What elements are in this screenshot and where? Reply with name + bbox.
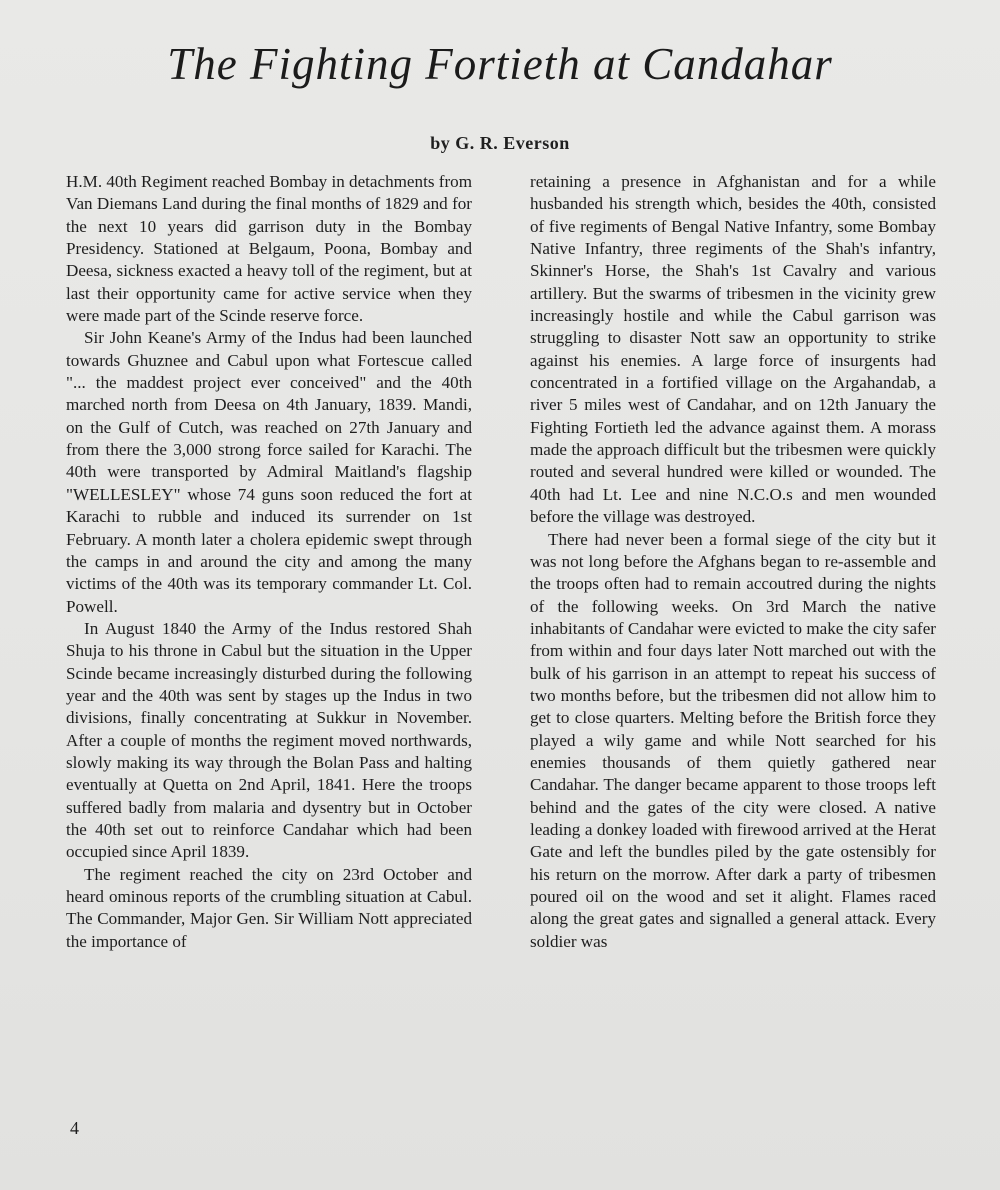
paragraph: In August 1840 the Army of the Indus restored Shah Shuja to his throne in Cabul but the situation in the Upper Scinde became increasingly disturbed during the following year and the 40th was sent by stages up the Indus in two divisions, finally concentrating at Sukkur in November. After a couple of months the regiment moved northwards, slowly making its way through the Bolan Pass and halting eventually at Quetta on 2nd April, 1841. Here the troops suffered badly from malaria and dysentry but in October the 40th set out to reinforce Candahar which had been occupied since April 1839. <box>66 618 472 862</box>
page-number: 4 <box>70 1118 79 1138</box>
paragraph: Sir John Keane's Army of the Indus had been launched towards Ghuznee and Cabul upon what Fortescue called "... the maddest project ever conceived" and the 40th marched north from Deesa on 4th January, 1839. Mandi, on the Gulf of Cutch, was reached on 27th January and from there the 3,000 strong force sailed for Karachi. The 40th were transported by Admiral Maitland's flagship "WELLESLEY" whose 74 guns soon reduced the fort at Karachi to rubble and induced its surrender on 1st February. A month later a cholera epidemic swept through the camps in and around the city and among the many victims of the 40th was its temporary commander Lt. Col. Powell. <box>66 328 472 616</box>
right-column <box>530 171 936 953</box>
article-title: The Fighting Fortieth at Candahar <box>167 39 833 89</box>
paragraph: H.M. 40th Regiment reached Bombay in detachments from Van Diemans Land during the final months of 1829 and for the next 10 years did garrison duty in the Bombay Presidency. Stationed at Belgaum, Poona, Bombay and Deesa, sickness exacted a heavy toll of the regiment, but at last their opportunity came for active service when they were made part of the Scinde reserve force. <box>66 172 472 326</box>
paragraph: There had never been a formal siege of the city but it was not long before the Afghans began to re-assemble and the troops often had to remain accoutred during the nights of the following weeks. On 3rd March the native inhabitants of Candahar were evicted to make the city safer from within and four days later Nott marched out with the bulk of his garrison in an attempt to repeat his success of two months before, but the tribesmen did not allow him to get to close quarters. Melting before the British force they played a wily game and while Nott searched for his enemies thousands of them quietly gathered near Candahar. The danger became apparent to those troops left behind and the gates of the city were closed. A native leading a donkey loaded with firewood arrived at the Herat Gate and left the bundles piled by the gate ostensibly for his return on the morrow. After dark a party of tribesmen poured oil on the wood and set it alight. Flames raced along the great gates and signalled a general attack. Every soldier was <box>530 529 936 951</box>
article-byline: by G. R. Everson <box>430 133 570 153</box>
paragraph: The regiment reached the city on 23rd October and heard ominous reports of the crumbling situation at Cabul. The Commander, Major Gen. Sir William Nott appreciated the importance of <box>66 864 472 951</box>
left-column <box>66 171 472 953</box>
paragraph: retaining a presence in Afghanistan and for a while husbanded his strength which, besides the 40th, consisted of five regiments of Bengal Native Infantry, some Bombay Native Infantry, three regiments of the Shah's infantry, Skinner's Horse, the Shah's 1st Cavalry and various artillery. But the swarms of tribesmen in the vicinity grew increasingly hostile and while the Cabul garrison was struggling to disaster Nott saw an opportunity to strike against his enemies. A large force of insurgents had concentrated in a fortified village on the Argahandab, a river 5 miles west of Candahar, and on 12th January the Fighting Fortieth led the advance against them. A morass made the approach difficult but the tribesmen were quickly routed and several hundred were killed or wounded. The 40th had Lt. Lee and nine N.C.O.s and men wounded before the village was destroyed. <box>530 172 936 527</box>
